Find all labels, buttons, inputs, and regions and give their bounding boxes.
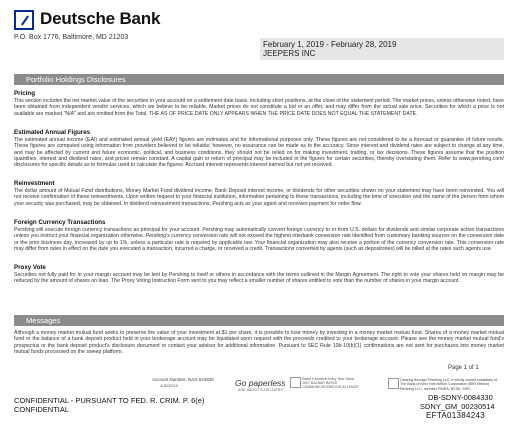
footer-account-date: 4/30/2019 xyxy=(160,383,178,388)
account-name: JEEPERS INC xyxy=(263,49,316,58)
brand-name: Deutsche Bank xyxy=(40,9,161,28)
proxy-vote-section xyxy=(14,264,504,291)
section-body: Securities not fully paid for in your margin account may be lent by Pershing to itself or others in accordance with the terms outlined in the Margin Agreement. The right to vote your shares held on margin may be reduced by the amount of shares on loan. The Proxy Voting Instruction Form sent to you may reflect a smaller number of shares entitled to vote than the number of shares in your margin account. xyxy=(14,272,504,285)
page-number: Page 1 of 1 xyxy=(448,365,479,371)
section-body: Pershing will execute foreign currency transactions as principal for your account. Pershing may automatically convert foreign currency to or from U.S. dollars for dividends and similar corporate action transactions unless you instruct your financial organization otherwise. Pershing's currency conversion rate will not exceed the highest interbank conversion rate identified from customary banking sources on the conversion date or the prior business day, increased by up to 1%, unless a particular rate is required by applicable law. Your financial organization may also receive a portion of the currency conversion rate. This conversion rate may differ from rates in effect on the date you executed a transaction, incurred a charge, or received a credit. Transactions converted by agents (such as depositories) will be billed at the rates such agents use. xyxy=(14,227,504,252)
confidential-stamp-line1: CONFIDENTIAL - PURSUANT TO FED. R. CRIM. P. 6(e) xyxy=(14,396,205,405)
go-paperless-tagline: ASK ABOUT E-DELIVERY xyxy=(238,388,284,392)
section-body: This section includes the net market value of the securities in your account on a settlement date basis, including short positions, at the close of the statement period. The market prices, unless otherwise noted, have been obtained from independent vendor services, which we believe to be reliable. Market prices do not constitute a bid or an offer, and may differ from the actual sale price. Securities for which a price is not available are marked "N/A" and are omitted from the Total. THE AS OF PRICE DATE ONLY APPEARS WHEN THE PRICE DATE DOES NOT EQUAL THE STATEMENT DATE. xyxy=(14,98,504,117)
clearing-disclosure: Clearing through Pershing LLC, a wholly owned subsidiary of The Bank of New York Mellon Corporation (BNY Mellon) Pershing LLC, member FINRA, NYSE, SIPC xyxy=(400,378,498,391)
disclosures-content xyxy=(14,90,504,296)
bates-number-db: DB-SDNY-0084330 xyxy=(428,393,493,402)
section-heading: Estimated Annual Figures xyxy=(14,129,91,136)
deutsche-bank-logo-icon xyxy=(14,10,34,30)
reinvestment-section xyxy=(14,180,504,214)
foreign-currency-section xyxy=(14,219,504,259)
dalbar-award-text: Rated Excellent Every Year Since 2007 DALBAR RATED COMMUNICATIONS EXCELLENCE xyxy=(302,377,359,390)
portfolio-disclosures-header: Portfolio Holdings Disclosures xyxy=(14,74,504,85)
bates-number-sdny: SDNY_GM_00230514 xyxy=(420,402,495,411)
logo-slash xyxy=(21,15,29,25)
brand-address: P.O. Box 1776, Baltimore, MD 21203 xyxy=(14,34,129,41)
award-seal-icon xyxy=(290,377,301,388)
section-heading: Foreign Currency Transactions xyxy=(14,219,106,226)
statement-info-box xyxy=(260,38,504,60)
efta-number: EFTA01384243 xyxy=(426,411,486,420)
section-body: The dollar amount of Mutual Fund distributions, Money Market Fund dividend income, Bank Deposit interest income, or dividends for other securities shown on your statement may have been reinvested. You will not receive confirmation of these reinvestments. Upon written request to your financial institution, information pertaining to these transactions, including the time of execution and the name of the person from whom your security was purchased, may be obtained. In dividend reinvestment transactions, Pershing acts as your agent and receives payment for order flow. xyxy=(14,188,504,207)
section-heading: Reinvestment xyxy=(14,180,55,187)
estimated-annual-figures-section xyxy=(14,129,504,175)
messages-body: Although a money market mutual fund seeks to preserve the value of your investment at $1 per share, it is possible to lose money by investing in a money market mutual fund. Shares of a money market mutual fund or the balance of a bank deposit product held in your brokerage account may be liquidated upon request with the proceeds credited to your brokerage account. Please see the money market mutual fund's prospectus or the bank deposit product's disclosure document or contact your advisor for additional information. Pursuant to SEC Rule 10b-10(b)(1) confirmations are not sent for purchases into money market mutual funds processed on the sweep platform. xyxy=(14,330,504,355)
go-paperless-logo: Go paperless xyxy=(235,378,286,388)
statement-period: February 1, 2019 - February 28, 2019 xyxy=(263,40,397,49)
section-heading: Pricing xyxy=(14,90,35,97)
section-heading: Proxy Vote xyxy=(14,264,46,271)
pershing-logo-icon xyxy=(388,378,399,389)
confidential-stamp-line2: CONFIDENTIAL xyxy=(14,405,70,414)
messages-header: Messages xyxy=(14,315,504,326)
pricing-section xyxy=(14,90,504,124)
section-body: The estimated annual income (EAI) and estimated annual yield (EAY) figures are estimates and for informational purposes only. These figures are not considered to be a forecast or guarantee of future results. These figures are computed using information from providers believed to be reliable; however, no assurance can be made as to the accuracy. Since interest and dividend rates are subject to change at any time, and may be affected by current and future economic, political, and business conditions, they should not be relied on for making investment, trading, or tax decisions. These figures assume that the position quantities, interest and dividend rates, and prices remain constant. A capital gain or return of principal may be included in the figures for certain securities, thereby overstating them. Refer to www.pershing.com/ disclosures for specific details as to formulas used to calculate the figures. Accrued interest represents interest earned but not yet received. xyxy=(14,137,504,169)
footer-account-number: Account Number: NAS-024835 xyxy=(152,377,214,382)
